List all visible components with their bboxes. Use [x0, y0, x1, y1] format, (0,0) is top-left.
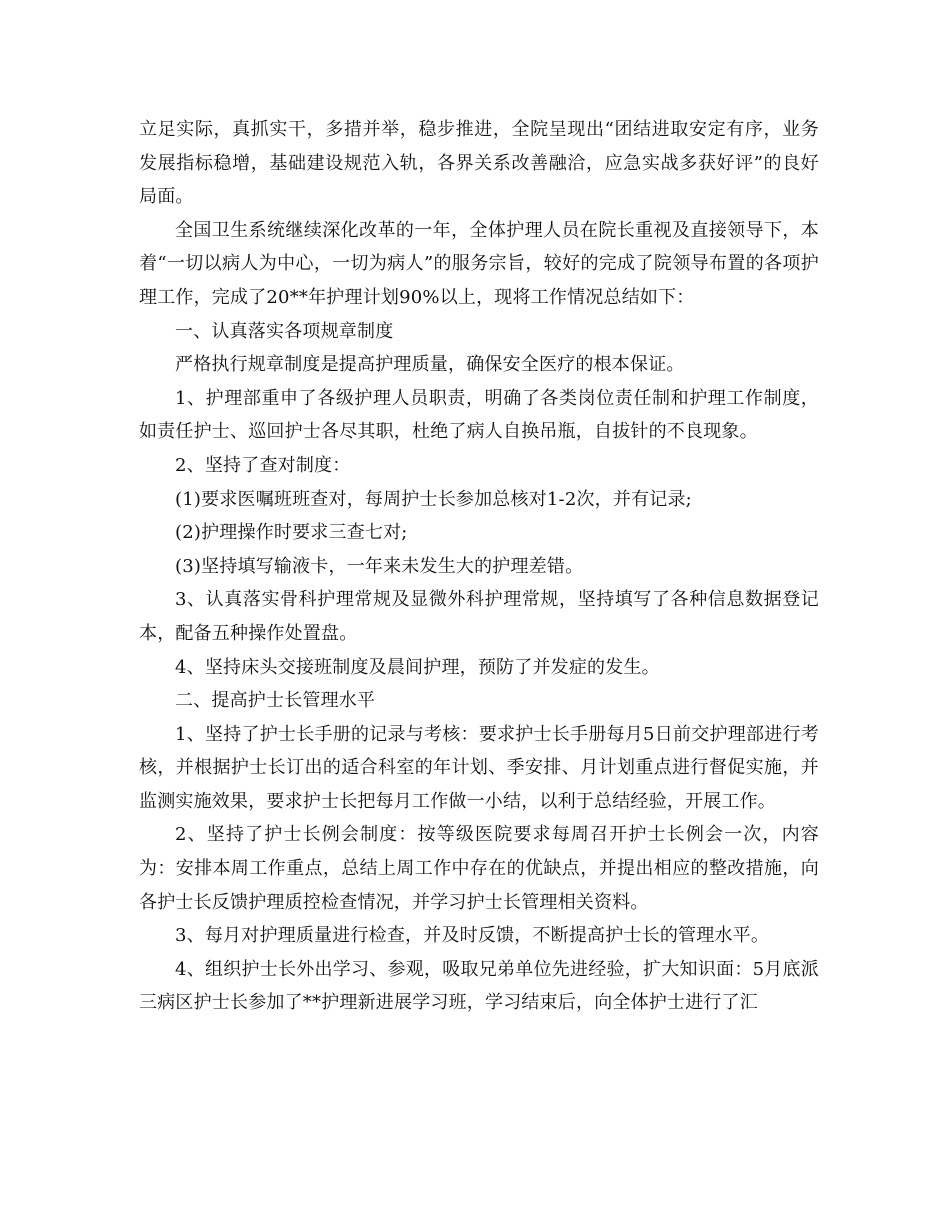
section-heading-2: 二、提高护士长管理水平 — [175, 690, 376, 712]
list-item-1-3: 3、认真落实骨科护理常规及显微外科护理常规，坚持填写了各种信息数据登记本，配备五种操作处置盘。 — [139, 589, 819, 644]
list-item-1-2: 2、坚持了查对制度： — [175, 454, 351, 476]
paragraph-summary: 全国卫生系统继续深化改革的一年，全体护理人员在院长重视及直接领导下，本着“一切以病人为中心，一切为病人”的服务宗旨，较好的完成了院领导布置的各项护理工作，完成了20**年护理计划90%以上，现将工作情况总结如下： — [139, 219, 819, 308]
list-item-2-2: 2、坚持了护士长例会制度：按等级医院要求每周召开护士长例会一次，内容为：安排本周工作重点，总结上周工作中存在的优缺点，并提出相应的整改措施，向各护士长反馈护理质控检查情况，并学习护士长管理相关资料。 — [139, 824, 819, 913]
list-item-2-4: 4、组织护士长外出学习、参观，吸取兄弟单位先进经验，扩大知识面：5月底派三病区护士长参加了**护理新进展学习班，学习结束后，向全体护士进行了汇 — [139, 958, 819, 1014]
sub-item-2: (2)护理操作时要求三查七对; — [175, 522, 408, 544]
list-item-1-1: 1、护理部重申了各级护理人员职责，明确了各类岗位责任制和护理工作制度，如责任护士、巡回护士各尽其职，杜绝了病人自换吊瓶，自拔针的不良现象。 — [139, 387, 819, 443]
list-item-1-4: 4、坚持床头交接班制度及晨间护理，预防了并发症的发生。 — [175, 656, 660, 678]
document-body — [139, 113, 819, 1020]
paragraph-intro: 立足实际，真抓实干，多措并举，稳步推进，全院呈现出“团结进取安定有序，业务发展指标稳增，基础建设规范入轨，各界关系改善融洽，应急实战多获好评”的良好局面。 — [139, 119, 819, 208]
paragraph-rules: 严格执行规章制度是提高护理质量，确保安全医疗的根本保证。 — [175, 354, 685, 376]
sub-item-3: (3)坚持填写输液卡，一年来未发生大的护理差错。 — [175, 555, 584, 577]
list-item-2-3: 3、每月对护理质量进行检查，并及时反馈，不断提高护士长的管理水平。 — [175, 925, 770, 947]
list-item-2-1: 1、坚持了护士长手册的记录与考核：要求护士长手册每月5日前交护理部进行考核，并根据护士长订出的适合科室的年计划、季安排、月计划重点进行督促实施，并监测实施效果，要求护士长把每月工作做一小结，以利于总结经验，开展工作。 — [139, 723, 819, 812]
section-heading-1: 一、认真落实各项规章制度 — [175, 320, 394, 342]
sub-item-1: (1)要求医嘱班班查对，每周护士长参加总核对1-2次，并有记录; — [175, 488, 692, 510]
